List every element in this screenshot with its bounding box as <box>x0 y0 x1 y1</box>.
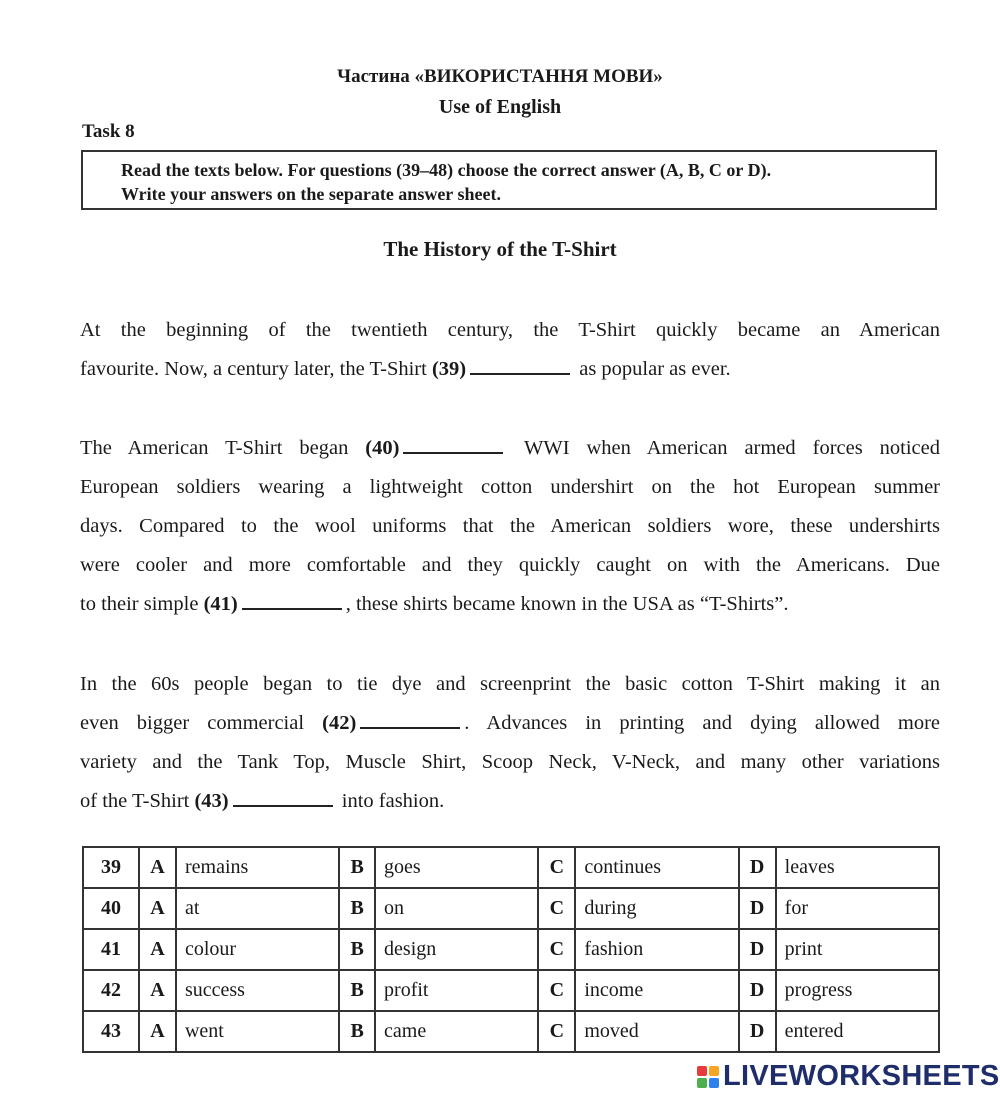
option-letter-b: B <box>339 1011 375 1052</box>
line-text: , these shirts became known in the USA as “T-Shirts”. <box>345 593 789 615</box>
text-line <box>80 350 940 389</box>
line-text: as popular as ever. <box>574 358 731 380</box>
text-line <box>80 704 940 743</box>
line-text: . Advances in printing and dying allowed more <box>464 712 940 734</box>
option-b-text[interactable]: on <box>375 888 538 929</box>
option-a-text[interactable]: at <box>176 888 339 929</box>
option-d-text[interactable]: progress <box>776 970 939 1011</box>
answer-row-40 <box>83 888 939 929</box>
answer-row-39 <box>83 847 939 888</box>
option-b-text[interactable]: goes <box>375 847 538 888</box>
part-title: Частина «ВИКОРИСТАННЯ МОВИ» <box>337 66 663 87</box>
option-letter-c: C <box>538 929 575 970</box>
option-letter-c: C <box>538 847 575 888</box>
instructions-box <box>81 150 937 210</box>
line-text: variety and the Tank Top, Muscle Shirt, Scoop Neck, V-Neck, and many other variations <box>80 751 940 773</box>
option-c-text[interactable]: moved <box>575 1011 738 1052</box>
option-d-text[interactable]: print <box>776 929 939 970</box>
question-number-cell: 40 <box>83 888 139 929</box>
answer-row-43 <box>83 1011 939 1052</box>
option-letter-d: D <box>739 1011 776 1052</box>
option-letter-a: A <box>139 1011 176 1052</box>
line-text: of the T-Shirt <box>80 790 195 812</box>
instructions-line-1: Read the texts below. For questions (39–48) choose the correct answer (A, B, C or D). <box>121 160 772 180</box>
question-number-cell: 39 <box>83 847 139 888</box>
line-text: European soldiers wearing a lightweight cotton undershirt on the hot European summer <box>80 476 940 498</box>
question-number: (40) <box>365 437 400 459</box>
text-line <box>80 507 940 546</box>
line-text: The American T-Shirt began <box>80 437 366 459</box>
option-b-text[interactable]: came <box>375 1011 538 1052</box>
text-line <box>80 546 940 585</box>
line-text: At the beginning of the twentieth century, the T-Shirt quickly became an American <box>80 319 940 341</box>
option-letter-d: D <box>739 970 776 1011</box>
instructions-line-2: Write your answers on the separate answer sheet. <box>121 184 501 204</box>
option-c-text[interactable]: income <box>575 970 738 1011</box>
option-d-text[interactable]: entered <box>776 1011 939 1052</box>
section-subtitle: Use of English <box>438 96 562 118</box>
text-line <box>80 743 940 782</box>
option-a-text[interactable]: remains <box>176 847 339 888</box>
question-number-cell: 43 <box>83 1011 139 1052</box>
option-letter-c: C <box>538 888 575 929</box>
question-number-cell: 41 <box>83 929 139 970</box>
text-line <box>80 782 940 821</box>
option-b-text[interactable]: design <box>375 929 538 970</box>
answer-options-table <box>82 846 940 1053</box>
liveworksheets-logo-icon <box>697 1066 719 1088</box>
text-line <box>80 311 940 350</box>
text-title: The History of the T-Shirt <box>383 237 617 261</box>
answer-row-42 <box>83 970 939 1011</box>
option-letter-d: D <box>739 888 776 929</box>
line-text: In the 60s people began to tie dye and screenprint the basic cotton T-Shirt making it an <box>80 673 940 695</box>
answer-row-41 <box>83 929 939 970</box>
text-line <box>80 665 940 704</box>
answer-gap-blank[interactable] <box>233 787 333 807</box>
line-text: WWI when American armed forces noticed <box>507 437 940 459</box>
answer-gap-blank[interactable] <box>403 434 503 454</box>
answer-gap-blank[interactable] <box>360 709 460 729</box>
option-d-text[interactable]: leaves <box>776 847 939 888</box>
option-c-text[interactable]: fashion <box>575 929 738 970</box>
option-b-text[interactable]: profit <box>375 970 538 1011</box>
option-c-text[interactable]: continues <box>575 847 738 888</box>
option-a-text[interactable]: went <box>176 1011 339 1052</box>
option-c-text[interactable]: during <box>575 888 738 929</box>
liveworksheets-watermark <box>697 1060 1000 1093</box>
question-number-cell: 42 <box>83 970 139 1011</box>
option-letter-b: B <box>339 847 375 888</box>
line-text: days. Compared to the wool uniforms that the American soldiers wore, these undershirts <box>80 515 940 537</box>
option-letter-d: D <box>739 847 776 888</box>
option-letter-a: A <box>139 847 176 888</box>
paragraph-1 <box>80 311 940 389</box>
option-a-text[interactable]: colour <box>176 929 339 970</box>
question-number: (43) <box>194 790 229 812</box>
task-label: Task 8 <box>82 121 135 142</box>
answer-gap-blank[interactable] <box>470 355 570 375</box>
text-line <box>80 429 940 468</box>
option-letter-d: D <box>739 929 776 970</box>
paragraph-3 <box>80 665 940 821</box>
paragraph-2 <box>80 429 940 624</box>
answer-gap-blank[interactable] <box>242 590 342 610</box>
option-letter-c: C <box>538 1011 575 1052</box>
option-letter-b: B <box>339 970 375 1011</box>
question-number: (39) <box>431 358 467 380</box>
option-d-text[interactable]: for <box>776 888 939 929</box>
option-a-text[interactable]: success <box>176 970 339 1011</box>
option-letter-c: C <box>538 970 575 1011</box>
text-line <box>80 468 940 507</box>
line-text: favourite. Now, a century later, the T-Shirt <box>80 358 432 380</box>
line-text: were cooler and more comfortable and they quickly caught on with the Americans. Due <box>80 554 940 576</box>
line-text: even bigger commercial <box>80 712 323 734</box>
line-text: into fashion. <box>336 790 445 812</box>
question-number: (41) <box>203 593 238 615</box>
option-letter-a: A <box>139 929 176 970</box>
line-text: to their simple <box>80 593 204 615</box>
option-letter-a: A <box>139 888 176 929</box>
text-line <box>80 585 940 624</box>
question-number: (42) <box>322 712 357 734</box>
option-letter-b: B <box>339 888 375 929</box>
option-letter-b: B <box>339 929 375 970</box>
option-letter-a: A <box>139 970 176 1011</box>
watermark-text: LIVEWORKSHEETS <box>723 1060 1000 1092</box>
